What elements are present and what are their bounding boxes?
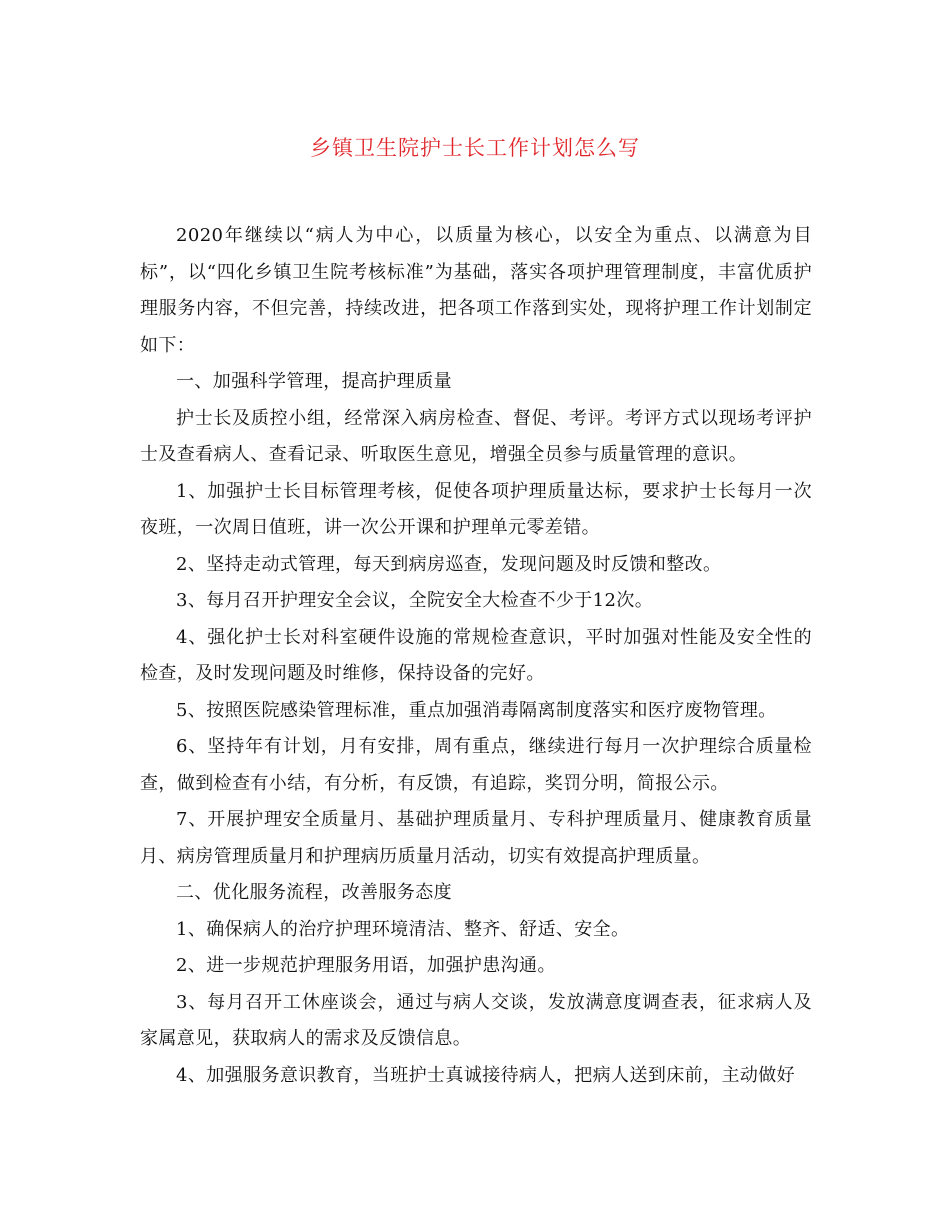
list-item: 4、强化护士长对科室硬件设施的常规检查意识，平时加强对性能及安全性的检查，及时发现问题及时维修，保持设备的完好。 xyxy=(140,626,812,684)
paragraph-intro: 2020年继续以“病人为中心，以质量为核心，以安全为重点、以满意为目标”，以“四化乡镇卫生院考核标准”为基础，落实各项护理管理制度，丰富优质护理服务内容，不但完善，持续改进，把各项工作落到实处，现将护理工作计划制定如下： xyxy=(140,225,812,356)
section-heading-1: 一、加强科学管理，提高护理质量 xyxy=(176,371,452,392)
section-heading-2: 二、优化服务流程，改善服务态度 xyxy=(176,882,452,903)
list-item: 1、加强护士长目标管理考核，促使各项护理质量达标，要求护士长每月一次夜班，一次周日值班，讲一次公开课和护理单元零差错。 xyxy=(140,480,812,538)
document-title: 乡镇卫生院护士长工作计划怎么写 xyxy=(310,136,640,160)
list-item: 3、每月召开工休座谈会，通过与病人交谈，发放满意度调查表，征求病人及家属意见，获取病人的需求及反馈信息。 xyxy=(140,991,812,1049)
document-body xyxy=(140,218,812,1094)
list-item: 5、按照医院感染管理标准，重点加强消毒隔离制度落实和医疗废物管理。 xyxy=(176,699,777,721)
list-item: 4、加强服务意识教育，当班护士真诚接待病人，把病人送到床前，主动做好 xyxy=(176,1064,796,1086)
list-item: 2、进一步规范护理服务用语，加强护患沟通。 xyxy=(176,955,556,976)
list-item: 2、坚持走动式管理，每天到病房巡查，发现问题及时反馈和整改。 xyxy=(176,553,722,575)
list-item: 1、确保病人的治疗护理环境清洁、整齐、舒适、安全。 xyxy=(176,918,630,940)
list-item: 7、开展护理安全质量月、基础护理质量月、专科护理质量月、健康教育质量月、病房管理质量月和护理病历质量月活动，切实有效提高护理质量。 xyxy=(140,809,812,867)
paragraph: 护士长及质控小组，经常深入病房检查、督促、考评。考评方式以现场考评护士及查看病人、查看记录、听取医生意见，增强全员参与质量管理的意识。 xyxy=(140,407,812,465)
list-item: 3、每月召开护理安全会议，全院安全大检查不少于12次。 xyxy=(176,590,654,611)
list-item: 6、坚持年有计划，月有安排，周有重点，继续进行每月一次护理综合质量检查，做到检查有小结，有分析，有反馈，有追踪，奖罚分明，简报公示。 xyxy=(140,736,812,794)
